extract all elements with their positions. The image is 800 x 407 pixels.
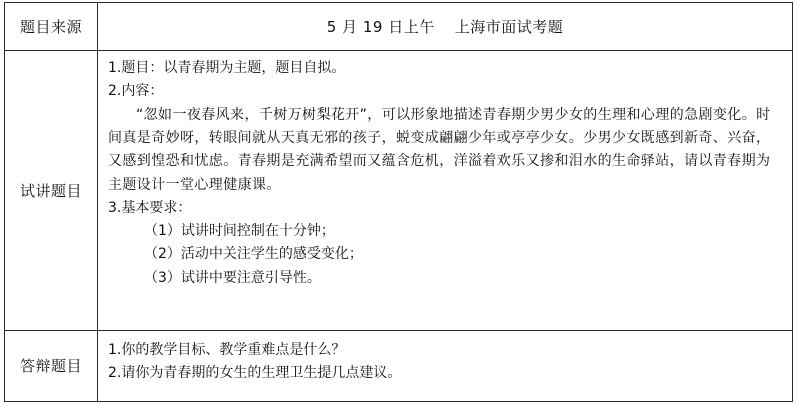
source-date: 5 月 19 日上午 <box>326 18 435 37</box>
requirement-item: （3）试讲中要注意引导性。 <box>144 269 321 286</box>
requirement-item: （1）试讲时间控制在十分钟； <box>144 223 335 240</box>
requirements-heading: 3.基本要求： <box>108 199 192 216</box>
defense-row <box>5 330 793 401</box>
defense-label: 答辩题目 <box>5 330 98 401</box>
source-value <box>98 3 793 51</box>
defense-question: 1.你的教学目标、教学重难点是什么？ <box>108 341 346 358</box>
source-label: 题目来源 <box>5 3 98 51</box>
topic-line: 1.题目：以青春期为主题，题目自拟。 <box>108 60 346 77</box>
trial-row <box>5 51 793 331</box>
requirement-item: （2）活动中关注学生的感受变化； <box>144 246 363 263</box>
trial-content <box>98 51 793 331</box>
defense-question: 2.请你为青春期的女生的生理卫生提几点建议。 <box>108 365 402 382</box>
source-place: 上海市面试考题 <box>454 18 564 37</box>
source-row <box>5 3 793 51</box>
content-paragraph: “忽如一夜春风来，千树万树梨花开”，可以形象地描述青春期少男少女的生理和心理的急剧变化。时间真是奇妙呀，转眼间就从天真无邪的孩子，蜕变成翩翩少年或亭亭少女。少男少女既感到新奇、兴奋，又感到惶恐和忧虑。青春期是充满希望而又蕴含危机，洋溢着欢乐又掺和泪水的生命驿站，请以青春期为主题设计一堂心理健康课。 <box>108 106 771 193</box>
trial-label: 试讲题目 <box>5 51 98 331</box>
interview-question-table <box>4 2 793 402</box>
content-heading: 2.内容： <box>108 83 164 100</box>
defense-content <box>98 330 793 401</box>
